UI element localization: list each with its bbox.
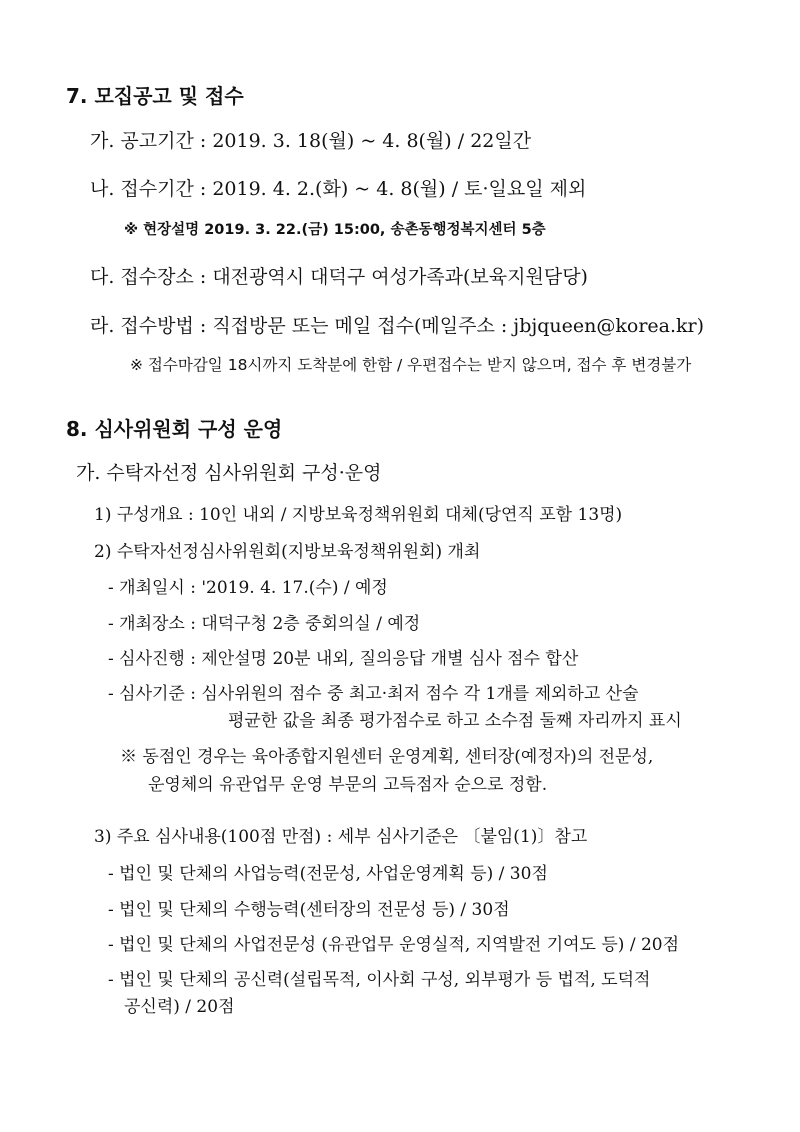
review-process: - 심사진행 : 제안설명 20분 내외, 질의응답 개별 심사 점수 합산 (108, 649, 579, 669)
application-period: 나. 접수기간 : 2019. 4. 2.(화) ~ 4. 8(월) / 토·일요일 제외 (90, 178, 587, 200)
composition-overview: 1) 구성개요 : 10인 내외 / 지방보육정책위원회 대체(당연직 포함 13명) (94, 505, 623, 525)
application-place: 다. 접수장소 : 대전광역시 대덕구 여성가족과(보육지원담당) (90, 266, 588, 288)
review-item-business-capability: - 법인 및 단체의 사업능력(전문성, 사업운영계획 등) / 30점 (108, 864, 548, 884)
review-item-expertise: - 법인 및 단체의 사업전문성 (유관업무 운영실적, 지역발전 기여도 등) / 20점 (108, 935, 680, 955)
review-item-credibility: - 법인 및 단체의 공신력(설립목적, 이사회 구성, 외부평가 등 법적, 도덕적 (108, 970, 651, 990)
committee-subheading: 가. 수탁자선정 심사위원회 구성·운영 (76, 462, 382, 484)
deadline-note: ※ 접수마감일 18시까지 도착분에 한함 / 우편접수는 받지 않으며, 접수 후 변경불가 (130, 356, 692, 374)
section-7-heading: 7. 모집공고 및 접수 (66, 84, 244, 108)
site-briefing-note: ※ 현장설명 2019. 3. 22.(금) 15:00, 송촌동행정복지센터 5층 (124, 222, 546, 238)
section-8-heading: 8. 심사위원회 구성 운영 (66, 417, 283, 441)
review-criteria-continued: 평균한 값을 최종 평가점수로 하고 소수점 둘째 자리까지 표시 (228, 711, 682, 731)
meeting-place: - 개최장소 : 대덕구청 2층 중회의실 / 예정 (108, 614, 421, 634)
review-item-performance-capability: - 법인 및 단체의 수행능력(센터장의 전문성 등) / 30점 (108, 900, 510, 920)
committee-meeting: 2) 수탁자선정심사위원회(지방보육정책위원회) 개최 (94, 542, 481, 562)
application-method: 라. 접수방법 : 직접방문 또는 메일 접수(메일주소 : jbjqueen@korea.kr) (90, 315, 705, 337)
main-review-items: 3) 주요 심사내용(100점 만점) : 세부 심사기준은 〔붙임(1)〕참고 (94, 827, 588, 847)
review-criteria: - 심사기준 : 심사위원의 점수 중 최고·최저 점수 각 1개를 제외하고 산술 (108, 684, 639, 704)
meeting-date: - 개최일시 : '2019. 4. 17.(수) / 예정 (108, 578, 388, 598)
tie-break-note-continued: 운영체의 유관업무 운영 부문의 고득점자 순으로 정함. (148, 775, 548, 795)
notice-period: 가. 공고기간 : 2019. 3. 18(월) ~ 4. 8(월) / 22일간 (90, 130, 532, 152)
review-item-credibility-continued: 공신력) / 20점 (124, 997, 235, 1017)
tie-break-note: ※ 동점인 경우는 육아종합지원센터 운영계획, 센터장(예정자)의 전문성, (120, 747, 654, 767)
